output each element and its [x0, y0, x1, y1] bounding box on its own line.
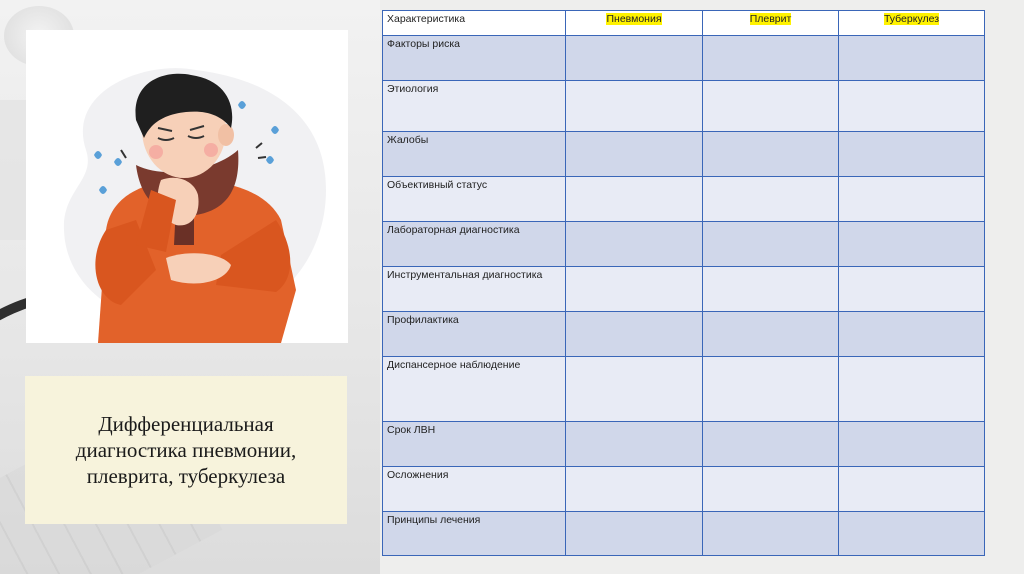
row-label: Этиология: [383, 81, 566, 132]
slide-title-box: [25, 376, 347, 524]
table-cell: [703, 222, 839, 267]
table-header-row: [383, 11, 985, 36]
table-cell: [839, 357, 985, 422]
slide-title: Дифференциальная диагностика пневмонии, плеврита, туберкулеза: [75, 412, 297, 488]
table-cell: [566, 267, 703, 312]
table-cell: [839, 222, 985, 267]
table-row: [383, 132, 985, 177]
table-row: [383, 177, 985, 222]
table-cell: [839, 422, 985, 467]
header-pleurisy-label: Плеврит: [749, 13, 792, 25]
table-row: [383, 312, 985, 357]
table-cell: [839, 132, 985, 177]
row-label: Профилактика: [383, 312, 566, 357]
table-cell: [566, 177, 703, 222]
table-cell: [566, 81, 703, 132]
header-pleurisy: [703, 11, 839, 36]
table-cell: [703, 81, 839, 132]
row-label: Осложнения: [383, 467, 566, 512]
table-cell: [839, 81, 985, 132]
table-cell: [703, 132, 839, 177]
table-row: [383, 357, 985, 422]
table-cell: [566, 422, 703, 467]
table-cell: [703, 422, 839, 467]
table-cell: [566, 312, 703, 357]
table-cell: [839, 467, 985, 512]
table-row: [383, 81, 985, 132]
table-cell: [839, 312, 985, 357]
header-pneumonia: [566, 11, 703, 36]
table-cell: [839, 36, 985, 81]
table-cell: [839, 512, 985, 556]
table-cell: [566, 467, 703, 512]
table-cell: [703, 512, 839, 556]
row-label: Принципы лечения: [383, 512, 566, 556]
table-cell: [703, 467, 839, 512]
differential-diagnosis-table: [382, 10, 984, 553]
table-cell: [566, 222, 703, 267]
table-cell: [566, 36, 703, 81]
row-label: Жалобы: [383, 132, 566, 177]
table-cell: [839, 177, 985, 222]
table-cell: [703, 177, 839, 222]
row-label: Лабораторная диагностика: [383, 222, 566, 267]
row-label: Факторы риска: [383, 36, 566, 81]
header-tuberculosis-label: Туберкулез: [883, 13, 940, 25]
table-cell: [839, 267, 985, 312]
row-label: Диспансерное наблюдение: [383, 357, 566, 422]
table-cell: [566, 132, 703, 177]
table-cell: [566, 512, 703, 556]
table-cell: [566, 357, 703, 422]
table-row: [383, 422, 985, 467]
header-characteristic: Характеристика: [383, 11, 566, 36]
table-row: [383, 222, 985, 267]
coughing-man-illustration: [26, 30, 348, 343]
table-row: [383, 512, 985, 556]
table-row: [383, 467, 985, 512]
table-cell: [703, 36, 839, 81]
table-row: [383, 267, 985, 312]
table-cell: [703, 312, 839, 357]
header-tuberculosis: [839, 11, 985, 36]
table-row: [383, 36, 985, 81]
table-cell: [703, 357, 839, 422]
table-cell: [703, 267, 839, 312]
row-label: Объективный статус: [383, 177, 566, 222]
header-pneumonia-label: Пневмония: [606, 13, 662, 25]
row-label: Срок ЛВН: [383, 422, 566, 467]
coughing-man-svg: [26, 30, 348, 343]
row-label: Инструментальная диагностика: [383, 267, 566, 312]
